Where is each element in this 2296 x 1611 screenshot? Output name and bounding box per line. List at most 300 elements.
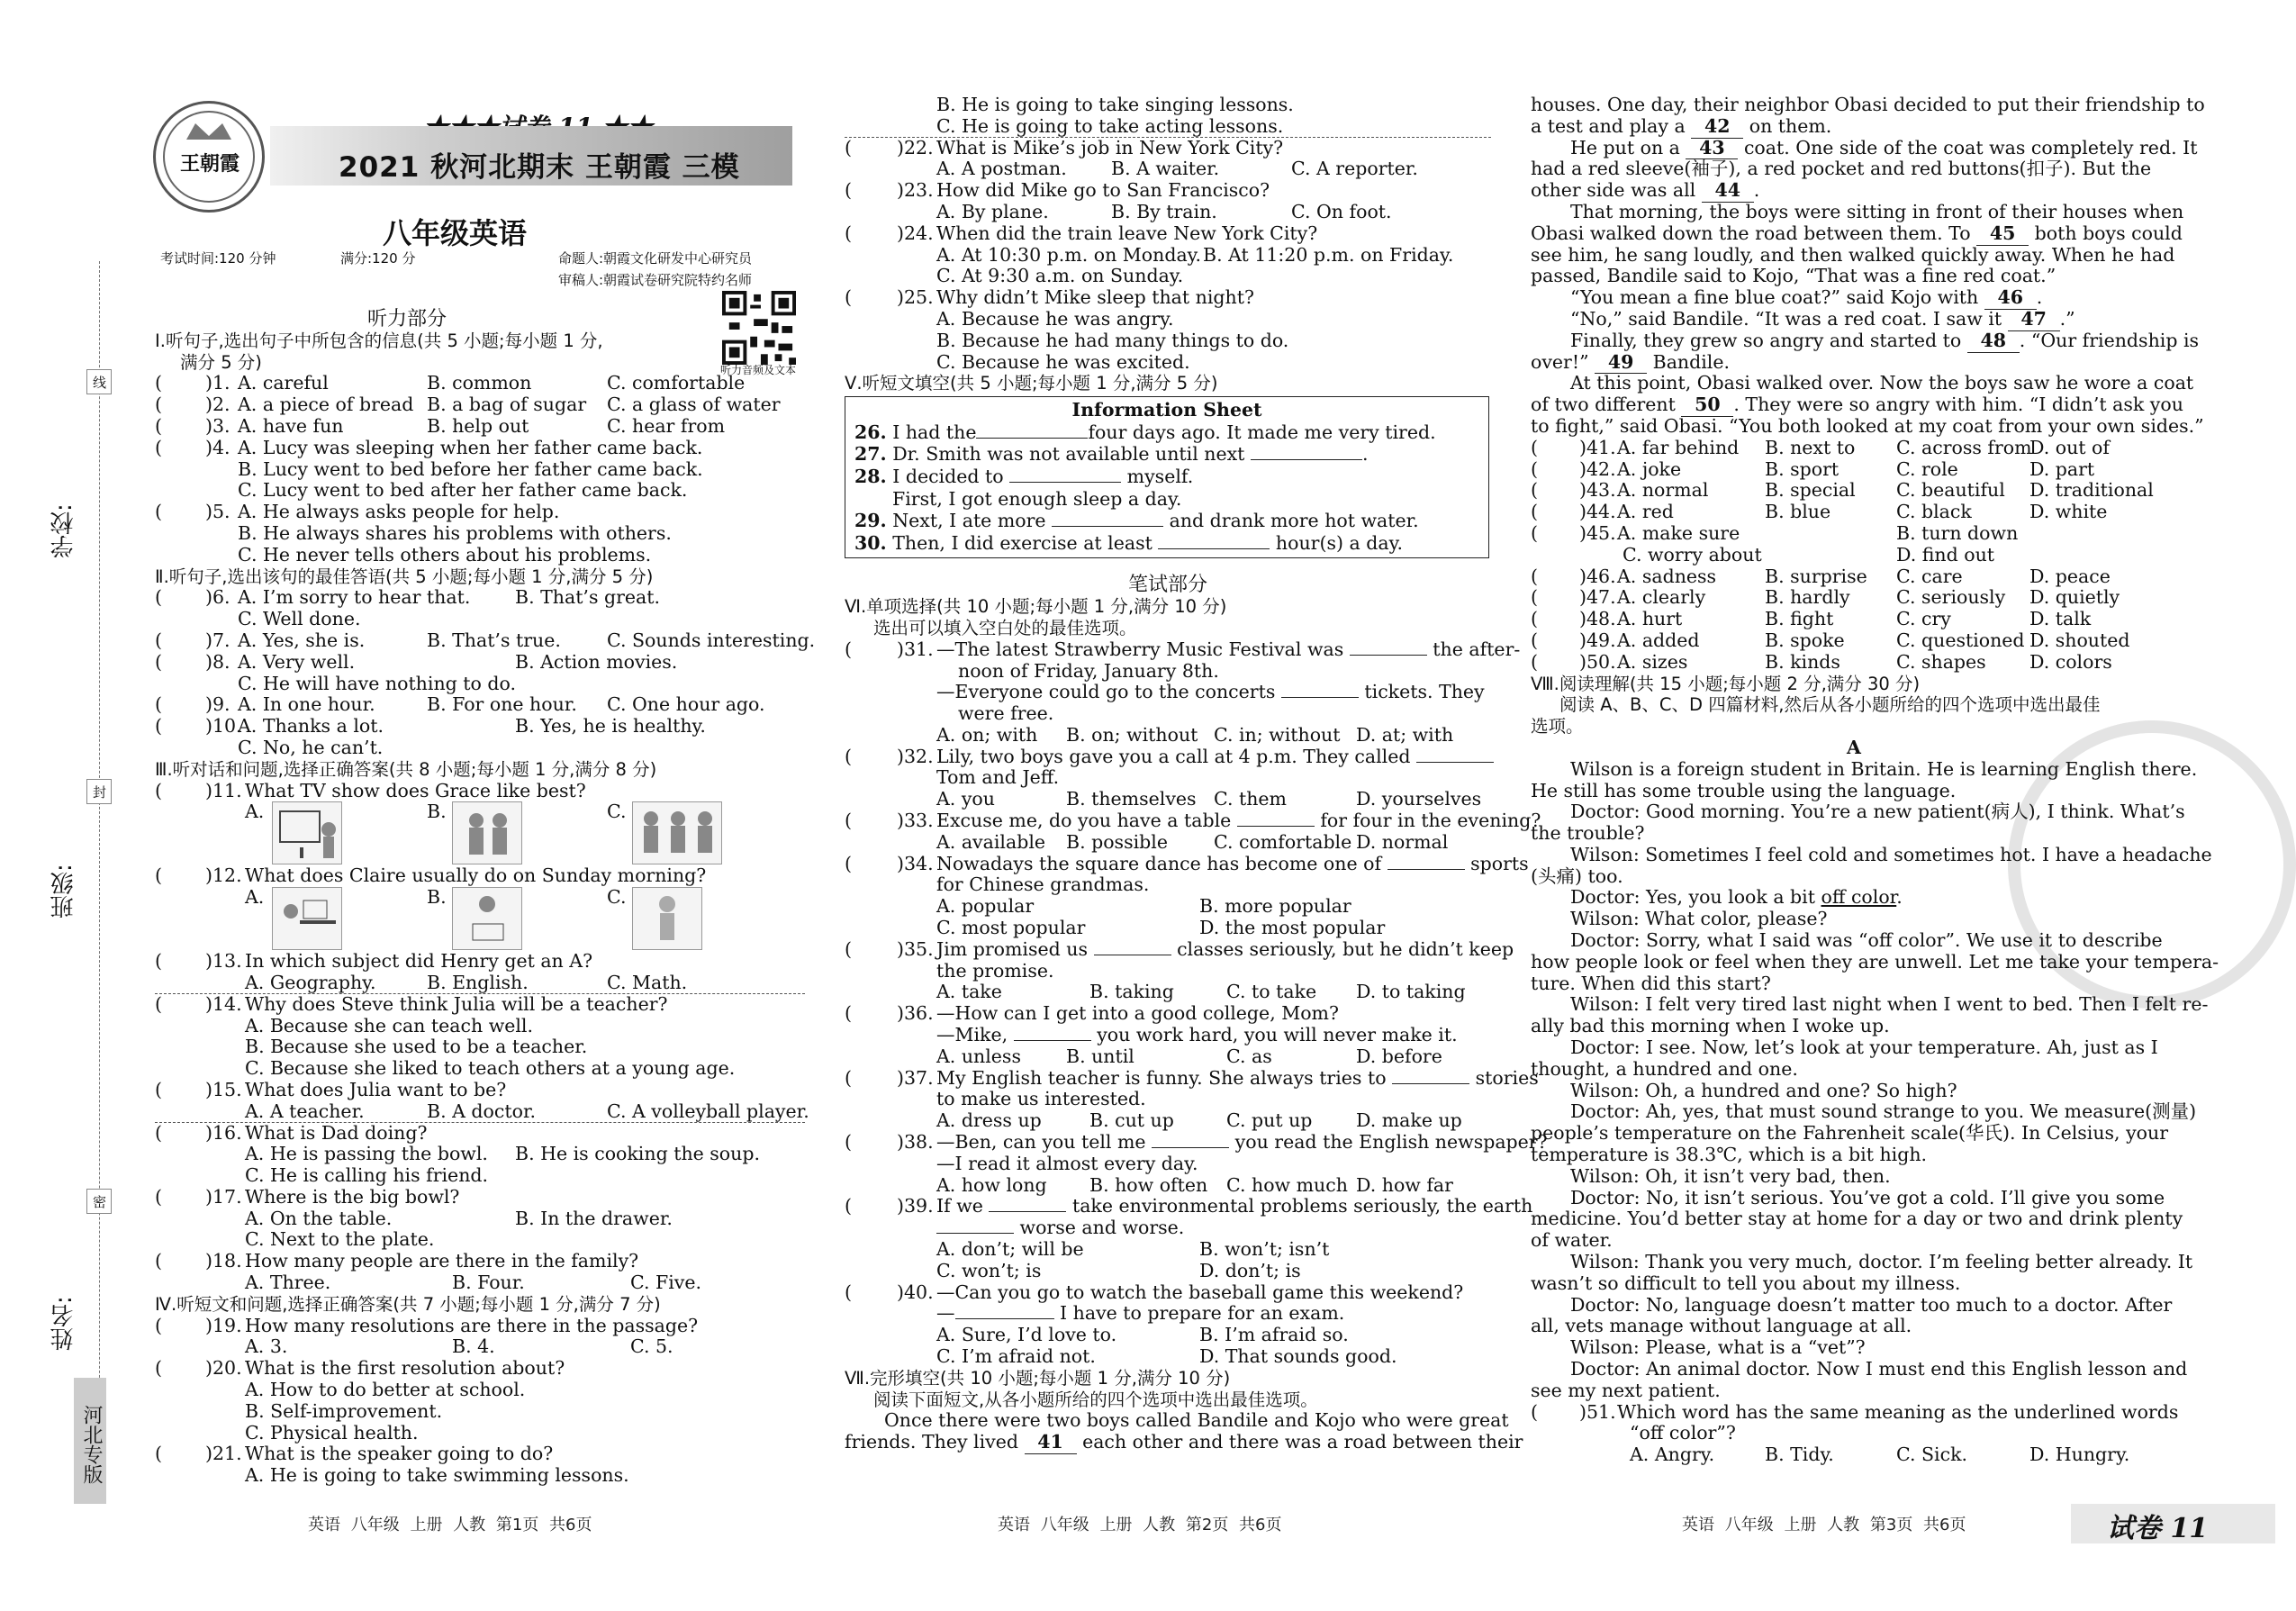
q44-option-c[interactable]: C. black xyxy=(1896,501,1972,523)
question-21: ( )21. What is the speaker going to do? xyxy=(155,1443,554,1465)
passage-line: Wilson: Oh, it isn’t very bad, then. xyxy=(1570,1164,1891,1187)
q18-option-c[interactable]: C. Five. xyxy=(630,1272,701,1294)
q49-option-c[interactable]: C. questioned xyxy=(1896,629,2025,651)
q22-option-c[interactable]: C. A reporter. xyxy=(1291,158,1418,180)
q34-option-a[interactable]: A. popular xyxy=(936,895,1035,918)
q20-option-a[interactable]: A. How to do better at school. xyxy=(245,1379,526,1401)
reading-icon xyxy=(453,888,523,951)
passage-line: how people look or feel when they are unwell. Let me take your tempera- xyxy=(1531,950,2219,973)
passage-line: see my next patient. xyxy=(1531,1379,1721,1401)
q21-option-c[interactable]: C. He is going to take acting lessons. xyxy=(936,114,1284,137)
passage-line: Doctor: No, language doesn’t matter too much to a doctor. After xyxy=(1570,1293,2173,1316)
cloze-line-14: Finally, they grew so angry and started to 48 . “Our friendship is xyxy=(1570,329,2200,351)
q12-option-a[interactable]: A. xyxy=(245,886,265,909)
q21-option-a[interactable]: A. He is going to take swimming lessons. xyxy=(245,1464,629,1487)
q40-option-d[interactable]: D. That sounds good. xyxy=(1199,1345,1397,1367)
q40-option-a[interactable]: A. Sure, I’d love to. xyxy=(936,1324,1117,1346)
sunday-picture-b[interactable] xyxy=(452,887,522,950)
q51-option-d[interactable]: D. Hungry. xyxy=(2029,1444,2130,1466)
q21-option-b[interactable]: B. He is going to take singing lessons. xyxy=(936,94,1294,115)
cloze-blank-49[interactable]: 49 xyxy=(1595,352,1647,375)
q42-option-c[interactable]: C. role xyxy=(1896,457,1958,480)
q45-option-c[interactable]: C. worry about xyxy=(1623,543,1762,566)
passage-line: (头痛) too. xyxy=(1531,864,1623,887)
q41-option-d[interactable]: D. out of xyxy=(2029,436,2110,458)
q24-option-a[interactable]: A. At 10:30 p.m. on Monday. xyxy=(936,243,1202,266)
question-46: ( )46. A. sadness B. surprise C. care D. peace xyxy=(1531,565,2111,587)
section-1-title-cont: 满分 5 分) xyxy=(180,351,262,373)
section-3-title: Ⅲ.听对话和问题,选择正确答案(共 8 小题;每小题 1 分,满分 8 分) xyxy=(155,758,657,780)
q9-option-a[interactable]: A. In one hour. xyxy=(238,693,375,716)
cloze-blank-41[interactable]: 41 xyxy=(1025,1432,1077,1454)
q19-option-a[interactable]: A. 3. xyxy=(245,1335,288,1358)
school-label: 学校: xyxy=(50,503,77,558)
q7-option-c[interactable]: C. Sounds interesting. xyxy=(607,629,816,651)
tv-show-picture-a[interactable] xyxy=(272,801,342,864)
section-8-title: Ⅷ.阅读理解(共 15 小题;每小题 2 分,满分 30 分) xyxy=(1531,673,1921,694)
q44-option-b[interactable]: B. blue xyxy=(1765,501,1831,523)
q32-option-b[interactable]: B. themselves xyxy=(1066,788,1197,810)
cloze-line-15: over!” 49 Bandile. xyxy=(1531,350,1731,373)
footer-paper-label: 试卷 11 xyxy=(2107,1513,2209,1544)
passage-line: He still has some trouble using the language. xyxy=(1531,779,1957,801)
q12-option-c[interactable]: C. xyxy=(607,886,627,909)
blank-27[interactable] xyxy=(1251,444,1362,460)
q32-option-c[interactable]: C. them xyxy=(1214,788,1287,810)
q34-option-b[interactable]: B. more popular xyxy=(1199,895,1351,918)
q35-option-a[interactable]: A. take xyxy=(936,981,1002,1003)
q37-option-a[interactable]: A. dress up xyxy=(936,1109,1042,1132)
passage-line: Doctor: Sorry, what I said was “off color”. We use it to describe xyxy=(1570,929,2163,952)
q11-option-a[interactable]: A. xyxy=(245,801,265,823)
gardening-icon xyxy=(633,888,703,951)
passage-line: Doctor: Good morning. You’re a new patient(病人), I think. What’s xyxy=(1570,801,2185,823)
q35-option-d[interactable]: D. to taking xyxy=(1356,981,1466,1003)
section-6-title: Ⅵ.单项选择(共 10 小题;每小题 1 分,满分 10 分) xyxy=(845,596,1227,618)
section-5-title: Ⅴ.听短文填空(共 5 小题;每小题 1 分,满分 5 分) xyxy=(845,373,1218,394)
fill-29: 29. Next, I ate more and drank more hot water. xyxy=(854,510,1419,532)
column-1 xyxy=(155,95,816,1519)
q16-option-a[interactable]: A. He is passing the bowl. xyxy=(245,1143,488,1165)
passage-line: ture. When did this start? xyxy=(1531,972,1771,994)
cloze-line-12: “You mean a fine blue coat?” said Kojo with 46 . xyxy=(1570,286,2043,309)
q15-option-a[interactable]: A. A teacher. xyxy=(245,1100,365,1122)
question-37: ( )37. My English teacher is funny. She always tries to stories xyxy=(845,1066,1539,1089)
information-sheet xyxy=(845,396,1489,558)
q20-option-b[interactable]: B. Self-improvement. xyxy=(245,1399,443,1422)
q49-option-a[interactable]: A. added xyxy=(1617,629,1700,651)
passage-a-title: A xyxy=(1847,736,1861,758)
question-17: ( )17. Where is the big bowl? xyxy=(155,1185,460,1208)
q5-option-a[interactable]: A. He always asks people for help. xyxy=(238,501,560,523)
q17-option-b[interactable]: B. In the drawer. xyxy=(515,1207,673,1229)
q23-option-c[interactable]: C. On foot. xyxy=(1291,200,1392,222)
q16-option-b[interactable]: B. He is cooking the soup. xyxy=(515,1143,760,1165)
page-footer-3: 英语 八年级 上册 人教 第3页 共6页 xyxy=(1682,1516,1966,1534)
q44-option-d[interactable]: D. white xyxy=(2029,501,2108,523)
q8-option-b[interactable]: B. Action movies. xyxy=(515,650,678,673)
q4-option-b[interactable]: B. Lucy went to bed before her father came back. xyxy=(238,457,703,480)
q33-option-d[interactable]: D. normal xyxy=(1356,830,1449,853)
q35-option-b[interactable]: B. taking xyxy=(1089,981,1174,1003)
fill-27: 27. Dr. Smith was not available until next . xyxy=(854,443,1369,466)
q1-option-c[interactable]: C. comfortable xyxy=(607,372,746,394)
question-40: ( )40. —Can you go to watch the baseball game this weekend? xyxy=(845,1281,1464,1303)
q6-option-c[interactable]: C. Well done. xyxy=(238,608,361,630)
q47-option-c[interactable]: C. seriously xyxy=(1896,586,2006,609)
q46-option-b[interactable]: B. surprise xyxy=(1765,565,1867,587)
blank-39a[interactable] xyxy=(989,1196,1066,1212)
passage-line: people’s temperature on the Fahrenheit scale(华氏). In Celsius, your xyxy=(1531,1122,2169,1145)
q32-option-a[interactable]: A. you xyxy=(936,788,995,810)
section-6-instruction: 选出可以填入空白处的最佳选项。 xyxy=(873,617,1137,638)
q31-option-b[interactable]: B. on; without xyxy=(1066,723,1198,746)
q48-option-a[interactable]: A. hurt xyxy=(1617,608,1683,630)
tv-show-picture-c[interactable] xyxy=(632,801,722,864)
blank-31a[interactable] xyxy=(1350,639,1427,656)
q42-option-b[interactable]: B. sport xyxy=(1765,457,1840,480)
blank-37[interactable] xyxy=(1392,1068,1469,1084)
q17-option-a[interactable]: A. On the table. xyxy=(245,1207,393,1229)
class-label: 班级: xyxy=(50,864,77,919)
question-25: ( )25. Why didn’t Mike sleep that night? xyxy=(845,286,1254,309)
q50-option-d[interactable]: D. colors xyxy=(2029,650,2112,673)
q38-option-d[interactable]: D. how far xyxy=(1356,1173,1453,1196)
question-3: ( )3. A. have fun B. help out C. hear from xyxy=(155,414,726,437)
q7-option-b[interactable]: B. That’s true. xyxy=(427,629,561,651)
fill-26: 26. I had the four days ago. It made me very tired. xyxy=(854,421,1436,443)
q39-option-b[interactable]: B. won’t; isn’t xyxy=(1199,1238,1330,1261)
desk-icon xyxy=(273,888,343,951)
q10-option-a[interactable]: A. Thanks a lot. xyxy=(238,715,384,738)
q32-option-d[interactable]: D. yourselves xyxy=(1356,788,1482,810)
question-47: ( )47. A. clearly B. hardly C. seriously D. quietly xyxy=(1531,586,2120,609)
q36-option-d[interactable]: D. before xyxy=(1356,1045,1442,1067)
q4-option-c[interactable]: C. Lucy went to bed after her father came back. xyxy=(238,479,688,502)
blank-38[interactable] xyxy=(1152,1132,1229,1148)
q38-option-c[interactable]: C. how much xyxy=(1226,1173,1348,1196)
q38-option-a[interactable]: A. how long xyxy=(936,1173,1047,1196)
question-43: ( )43. A. normal B. special C. beautiful D. traditional xyxy=(1531,479,2154,502)
q34-option-c[interactable]: C. most popular xyxy=(936,917,1086,939)
passage-line: Doctor: An animal doctor. Now I must end this English lesson and xyxy=(1570,1358,2188,1380)
question-19: ( )19. How many resolutions are there in the passage? xyxy=(155,1314,699,1336)
author: 命题人:朝霞文化研发中心研究员 xyxy=(558,250,753,267)
blank-39b[interactable] xyxy=(936,1217,1014,1234)
q43-option-c[interactable]: C. beautiful xyxy=(1896,479,2005,502)
cloze-blank-46[interactable]: 46 xyxy=(1984,287,2037,310)
section-2-title: Ⅱ.听句子,选出该句的最佳答语(共 5 小题;每小题 1 分,满分 5 分) xyxy=(155,566,654,587)
q46-option-c[interactable]: C. care xyxy=(1896,565,1963,587)
q37-option-b[interactable]: B. cut up xyxy=(1089,1109,1174,1132)
q43-option-b[interactable]: B. special xyxy=(1765,479,1856,502)
blank-34[interactable] xyxy=(1388,854,1465,870)
q46-option-a[interactable]: A. sadness xyxy=(1617,565,1717,587)
question-9: ( )9. A. In one hour. B. For one hour. C. One hour ago. xyxy=(155,693,765,716)
q33-option-a[interactable]: A. available xyxy=(936,830,1046,853)
passage-line: Wilson: What color, please? xyxy=(1570,908,1828,930)
q5-option-c[interactable]: C. He never tells others about his problems. xyxy=(238,543,652,566)
question-51: ( )51. Which word has the same meaning as the underlined words xyxy=(1531,1400,2179,1423)
q23-option-a[interactable]: A. By plane. xyxy=(936,200,1049,222)
question-7: ( )7. A. Yes, she is. B. That’s true. C. Sounds interesting. xyxy=(155,629,816,651)
q31-option-a[interactable]: A. on; with xyxy=(936,723,1038,746)
q9-option-c[interactable]: C. One hour ago. xyxy=(607,693,765,716)
cloze-blank-47[interactable]: 47 xyxy=(2008,309,2060,331)
question-35: ( )35. Jim promised us classes seriously, but he didn’t keep xyxy=(845,937,1514,960)
q51-option-a[interactable]: A. Angry. xyxy=(1630,1444,1715,1466)
column-2: B. He is going to take singing lessons. C. He is going to take acting lessons. ( )22. What is Mike’s job in New York City? A. A postman. B. A waiter. C. A reporter. ( )23. How did Mike go to San Francisco? A. By plane. B. By train. C. On foot. ( )24. When did the train leave New York City? A. At 10:30 p.m. on Monday. B. At 11:20 p.m. on Friday. C. At 9:30 a.m. on Sunday. ( )25. Why didn’t Mike sleep that night? A. Because he was angry. B. Because he had many things to do. C. Because he was excited. Ⅴ.听短文填空(共 5 小题;每小题 1 分,满分 5 分) Information Sheet 26. I had the four days ago. It made me very tired. 27. Dr. Smith was not available until next . 28. I decided to myself. First, I got enough sleep a day. 29. Next, I ate more and drank more hot water. 30. Then, I did exercise at least hour(s) a day. 笔试部分 Ⅵ.单项选择(共 10 小题;每小题 1 分,满分 10 分) 选出可以填入空白处的最佳选项。 ( )31. —The latest Strawberry Music Festival was the after- noon of Friday, January 8th. —Everyone could go to the concerts tickets. They were free. A. on; with B. on; without C. in; without D. at; with ( )32. Lily, two boys gave you a call at 4 p.m. They called Tom and Jeff. A. you B. themselves C. them D. yourselves ( )33. Excuse me, do you have a table for four in the evening? A. available B. possible C. comfortable D. normal ( )34. Nowadays the square dance has become one of sports for Chinese grandmas. A. popular B. more popular C. most popular D. the most popular ( )35. Jim promised us classes seriously, but he didn’t keep the promise. A. take B. taking C. to take D. to taking ( )36. —How can I get into a good college, Mom? —Mike, you work hard, you will never make it. A. unless B. until C. as D. before ( )37. My English teacher is funny. She always tries to stories to make us interested. A. dress up B. cut up C. put up D. make up ( )38. —Ben, can you tell me you read the English newspaper? —I read it almost every day. A. how long B. how often C. how much D. how far ( )39. If we take environmental problems seriously, the earth worse and worse. A. don’t; will be B. won’t; isn’t C. won’t; is D. don’t; is ( )40. —Can you go to watch the baseball game this weekend? — I have to prepare for an exam. A. Sure, I’d love to. B. I’m afraid so. C. I’m afraid not. D. That sounds good. Ⅶ.完形填空(共 10 小题;每小题 1 分,满分 10 分) 阅读下面短文,从各小题所给的四个选项中选出最佳选项。 Once there were two boys called Bandile and Kojo who were great friends. They lived 41 each other and there was a road between their xyxy=(845,94,1548,1453)
q4-option-a[interactable]: A. Lucy was sleeping when her father came back. xyxy=(238,436,703,458)
q50-option-a[interactable]: A. sizes xyxy=(1617,650,1688,673)
q41-option-b[interactable]: B. next to xyxy=(1765,436,1856,458)
cloze-blank-43[interactable]: 43 xyxy=(1686,138,1738,160)
q17-option-c[interactable]: C. Next to the plate. xyxy=(245,1228,435,1251)
blank-28[interactable] xyxy=(1009,466,1121,483)
q5-option-b[interactable]: B. He always shares his problems with others. xyxy=(238,521,672,544)
passage-line: Doctor: Ah, yes, that must sound strange to you. We measure(测量) xyxy=(1570,1100,2197,1123)
info-sheet-title: Information Sheet xyxy=(1071,399,1262,421)
q11-pictures xyxy=(155,801,805,865)
q22-option-a[interactable]: A. A postman. xyxy=(936,158,1067,180)
blank-30[interactable] xyxy=(1158,533,1270,549)
blank-35[interactable] xyxy=(1094,939,1171,955)
question-39: ( )39. If we take environmental problems seriously, the earth xyxy=(845,1195,1533,1217)
q46-option-d[interactable]: D. peace xyxy=(2029,565,2111,587)
q43-option-d[interactable]: D. traditional xyxy=(2029,479,2154,502)
q11-option-c[interactable]: C. xyxy=(607,801,627,823)
question-12: ( )12. What does Claire usually do on Sunday morning? xyxy=(155,864,707,887)
q37-option-c[interactable]: C. put up xyxy=(1226,1109,1313,1132)
q19-option-b[interactable]: B. 4. xyxy=(452,1335,495,1358)
cloze-line-4: a test and play a 42 on them. xyxy=(1531,114,1832,137)
passage-line: wasn’t so difficult to tell you about my illness. xyxy=(1531,1272,1961,1294)
question-49: ( )49. A. added B. spoke C. questioned D. shouted xyxy=(1531,629,2130,651)
q13-option-a[interactable]: A. Geography. xyxy=(245,971,376,993)
name-label: 姓名: xyxy=(50,1296,77,1351)
q1-option-a[interactable]: A. careful xyxy=(238,372,329,394)
cloze-blank-45[interactable]: 45 xyxy=(1976,223,2029,246)
q41-option-c[interactable]: C. across from xyxy=(1896,436,2032,458)
blank-26[interactable] xyxy=(976,422,1088,439)
q48-option-b[interactable]: B. fight xyxy=(1765,608,1834,630)
q33-option-b[interactable]: B. possible xyxy=(1066,830,1168,853)
q31-option-c[interactable]: C. in; without xyxy=(1214,723,1341,746)
question-36: ( )36. —How can I get into a good college, Mom? xyxy=(845,1002,1339,1025)
section-8-instruction: 阅读 A、B、C、D 四篇材料,然后从各小题所给的四个选项中选出最佳 xyxy=(1559,694,2101,716)
blank-29[interactable] xyxy=(1052,511,1163,527)
q7-option-a[interactable]: A. Yes, she is. xyxy=(238,629,366,651)
exam-time: 考试时间:120 分钟 xyxy=(160,250,276,267)
q13-option-c[interactable]: C. Math. xyxy=(607,971,688,993)
q42-option-a[interactable]: A. joke xyxy=(1617,457,1682,480)
q13-option-b[interactable]: B. English. xyxy=(427,971,529,993)
q25-option-b[interactable]: B. Because he had many things to do. xyxy=(936,329,1289,351)
q39-option-a[interactable]: A. don’t; will be xyxy=(936,1238,1084,1261)
cloze-blank-44[interactable]: 44 xyxy=(1702,180,1754,203)
q25-option-a[interactable]: A. Because he was angry. xyxy=(936,307,1174,330)
passage-line: Doctor: Yes, you look a bit off color. xyxy=(1570,886,1903,909)
q15-option-b[interactable]: B. A doctor. xyxy=(427,1100,537,1122)
question-16: ( )16. What is Dad doing? xyxy=(155,1121,428,1144)
q18-option-a[interactable]: A. Three. xyxy=(245,1272,331,1294)
cloze-blank-48[interactable]: 48 xyxy=(1967,330,2020,353)
blank-31b[interactable] xyxy=(1281,682,1359,698)
q6-option-b[interactable]: B. That’s great. xyxy=(515,586,661,609)
q3-option-b[interactable]: B. help out xyxy=(427,414,529,437)
q2-option-a[interactable]: A. a piece of bread xyxy=(238,394,414,416)
q37-option-d[interactable]: D. make up xyxy=(1356,1109,1462,1132)
q24-option-c[interactable]: C. At 9:30 a.m. on Sunday. xyxy=(936,265,1184,287)
question-31: ( )31. —The latest Strawberry Music Festival was the after- xyxy=(845,638,1521,660)
q10-option-b[interactable]: B. Yes, he is healthy. xyxy=(515,715,706,738)
question-8: ( )8. A. Very well. B. Action movies. xyxy=(155,650,678,673)
q51-option-c[interactable]: C. Sick. xyxy=(1896,1444,1968,1466)
q1-option-b[interactable]: B. common xyxy=(427,372,532,394)
reviewer: 审稿人:朝霞试卷研究院特约名师 xyxy=(558,272,753,288)
q14-option-c[interactable]: C. Because she liked to teach others at a young age. xyxy=(245,1057,736,1080)
cloze-line-1: Once there were two boys called Bandile and Kojo who were great xyxy=(884,1409,1509,1432)
question-20: ( )20. What is the first resolution about? xyxy=(155,1357,565,1380)
q45-option-b[interactable]: B. turn down xyxy=(1896,521,2019,544)
q14-option-b[interactable]: B. Because she used to be a teacher. xyxy=(245,1036,588,1058)
passage-line: Wilson: Please, what is a “vet”? xyxy=(1570,1336,1866,1359)
question-2: ( )2. A. a piece of bread B. a bag of sugar C. a glass of water xyxy=(155,394,781,416)
page-footer-1: 英语 八年级 上册 人教 第1页 共6页 xyxy=(308,1516,592,1534)
passage-line: thought, a hundred and one. xyxy=(1531,1057,1798,1080)
q33-option-c[interactable]: C. comfortable xyxy=(1214,830,1352,853)
q20-option-c[interactable]: C. Physical health. xyxy=(245,1421,419,1444)
q50-option-c[interactable]: C. shapes xyxy=(1896,650,1986,673)
question-11: ( )11. What TV show does Grace like best? xyxy=(155,779,586,801)
q40-option-b[interactable]: B. I’m afraid so. xyxy=(1199,1324,1349,1346)
question-42: ( )42. A. joke B. sport C. role D. part xyxy=(1531,457,2095,480)
q2-option-c[interactable]: C. a glass of water xyxy=(607,394,781,416)
q6-option-a[interactable]: A. I’m sorry to hear that. xyxy=(238,586,471,609)
cloze-line-11: passed, Bandile said to Kojo, “That was a fine red coat.” xyxy=(1531,265,2056,287)
q48-option-c[interactable]: C. cry xyxy=(1896,608,1951,630)
question-38: ( )38. —Ben, can you tell me you read the English newspaper? xyxy=(845,1131,1548,1154)
q48-option-d[interactable]: D. talk xyxy=(2029,608,2092,630)
q16-option-c[interactable]: C. He is calling his friend. xyxy=(245,1164,489,1187)
passage-line: medicine. You’d better stay at home for a day or two and drink plenty xyxy=(1531,1208,2183,1230)
blank-32[interactable] xyxy=(1416,747,1494,763)
question-22: ( )22. What is Mike’s job in New York City? xyxy=(845,136,1284,158)
q23-option-b[interactable]: B. By train. xyxy=(1111,200,1217,222)
cloze-line-7: other side was all 44 . xyxy=(1531,179,1760,202)
cloze-blank-50[interactable]: 50 xyxy=(1681,394,1733,417)
blank-33[interactable] xyxy=(1237,810,1315,827)
cloze-line-13: “No,” said Bandile. “It was a red coat. I saw it 47 .” xyxy=(1570,307,2075,330)
q49-option-d[interactable]: D. shouted xyxy=(2029,629,2130,651)
q39-option-c[interactable]: C. won’t; is xyxy=(936,1259,1042,1281)
q38-option-b[interactable]: B. how often xyxy=(1089,1173,1208,1196)
q40-option-c[interactable]: C. I’m afraid not. xyxy=(936,1345,1096,1367)
seal-line-mark: 线 xyxy=(86,369,112,394)
question-15: ( )15. What does Julia want to be? xyxy=(155,1078,507,1100)
q19-option-c[interactable]: C. 5. xyxy=(630,1335,673,1358)
question-4: ( )4. A. Lucy was sleeping when her father came back. xyxy=(155,436,703,458)
tv-icon xyxy=(273,802,343,865)
blank-40[interactable] xyxy=(955,1303,1054,1319)
q44-option-a[interactable]: A. red xyxy=(1617,501,1674,523)
q2-option-b[interactable]: B. a bag of sugar xyxy=(427,394,587,416)
qr-caption: 听力音频及文本 xyxy=(720,364,797,376)
q12-pictures xyxy=(155,887,805,951)
passage-line: Wilson: I felt very tired last night when I went to bed. Then I felt re- xyxy=(1570,993,2209,1016)
q41-option-a[interactable]: A. far behind xyxy=(1617,436,1740,458)
q10-option-c[interactable]: C. No, he can’t. xyxy=(238,736,384,758)
sunday-picture-c[interactable] xyxy=(632,887,702,950)
q43-option-a[interactable]: A. normal xyxy=(1617,479,1709,502)
q39-option-d[interactable]: D. don’t; is xyxy=(1199,1259,1301,1281)
q18-option-b[interactable]: B. Four. xyxy=(452,1272,525,1294)
full-score: 满分:120 分 xyxy=(340,250,416,267)
tv-show-picture-b[interactable] xyxy=(452,801,522,864)
writing-title: 笔试部分 xyxy=(1127,574,1207,597)
q22-option-b[interactable]: B. A waiter. xyxy=(1111,158,1220,180)
q36-option-a[interactable]: A. unless xyxy=(936,1045,1021,1067)
cloze-blank-42[interactable]: 42 xyxy=(1691,116,1743,139)
q25-option-c[interactable]: C. Because he was excited. xyxy=(936,350,1190,373)
exam-title: 2021 秋河北期末 王朝霞 三模 xyxy=(339,151,740,184)
q36-option-c[interactable]: C. as xyxy=(1226,1045,1272,1067)
seal-seal-mark: 封 xyxy=(86,779,112,804)
fill-28-cont: First, I got enough sleep a day. xyxy=(892,487,1182,510)
cloze-line-17: of two different 50 . They were so angry with him. “I didn’t ask you xyxy=(1531,394,2183,416)
passage-line: Wilson: Sometimes I feel cold and sometimes hot. I have a headache xyxy=(1570,843,2212,865)
question-18: ( )18. How many people are there in the family? xyxy=(155,1250,639,1272)
q51-option-b[interactable]: B. Tidy. xyxy=(1765,1444,1834,1466)
sunday-picture-a[interactable] xyxy=(272,887,342,950)
question-6: ( )6. A. I’m sorry to hear that. B. That’s great. xyxy=(155,586,661,609)
q45-option-d[interactable]: D. find out xyxy=(1896,543,1995,566)
q35-option-c[interactable]: C. to take xyxy=(1226,981,1317,1003)
q34-option-d[interactable]: D. the most popular xyxy=(1199,917,1386,939)
q47-option-b[interactable]: B. hardly xyxy=(1765,586,1850,609)
question-48: ( )48. A. hurt B. fight C. cry D. talk xyxy=(1531,608,2092,630)
q47-option-a[interactable]: A. clearly xyxy=(1617,586,1706,609)
cloze-line-10: see him, he sang loudly, and then walked quickly away. When he had xyxy=(1531,243,2175,266)
passage-line: all, vets manage without language at all. xyxy=(1531,1315,1912,1337)
passage-line: Wilson is a foreign student in Britain. He is learning English there. xyxy=(1570,757,2198,780)
q3-option-c[interactable]: C. hear from xyxy=(607,414,726,437)
q8-option-a[interactable]: A. Very well. xyxy=(238,650,356,673)
passage-line: Doctor: I see. Now, let’s look at your temperature. Ah, just as I xyxy=(1570,1036,2158,1059)
question-34: ( )34. Nowadays the square dance has become one of sports xyxy=(845,852,1529,874)
q42-option-d[interactable]: D. part xyxy=(2029,457,2095,480)
q31-option-d[interactable]: D. at; with xyxy=(1356,723,1454,746)
passage-line: Wilson: Thank you very much, doctor. I’m feeling better already. It xyxy=(1570,1251,2193,1273)
q14-option-a[interactable]: A. Because she can teach well. xyxy=(245,1014,534,1036)
q12-option-b[interactable]: B. xyxy=(427,886,447,909)
q49-option-b[interactable]: B. spoke xyxy=(1765,629,1845,651)
question-1: ( )1. A. careful B. common C. comfortable xyxy=(155,372,746,394)
q50-option-b[interactable]: B. kinds xyxy=(1765,650,1840,673)
q9-option-b[interactable]: B. For one hour. xyxy=(427,693,577,716)
q8-option-c[interactable]: C. He will have nothing to do. xyxy=(238,672,517,694)
q11-option-b[interactable]: B. xyxy=(427,801,447,823)
q24-option-b[interactable]: B. At 11:20 p.m. on Friday. xyxy=(1203,243,1454,266)
subject-title: 八年级英语 xyxy=(382,216,527,250)
q47-option-d[interactable]: D. quietly xyxy=(2029,586,2120,609)
cloze-line-2: friends. They lived 41 each other and there was a road between their xyxy=(845,1431,1523,1453)
q3-option-a[interactable]: A. have fun xyxy=(238,414,344,437)
blank-36[interactable] xyxy=(1014,1025,1091,1041)
q15-option-c[interactable]: C. A volleyball player. xyxy=(607,1100,809,1122)
q45-option-a[interactable]: A. make sure xyxy=(1617,521,1740,544)
q36-option-b[interactable]: B. until xyxy=(1066,1045,1134,1067)
